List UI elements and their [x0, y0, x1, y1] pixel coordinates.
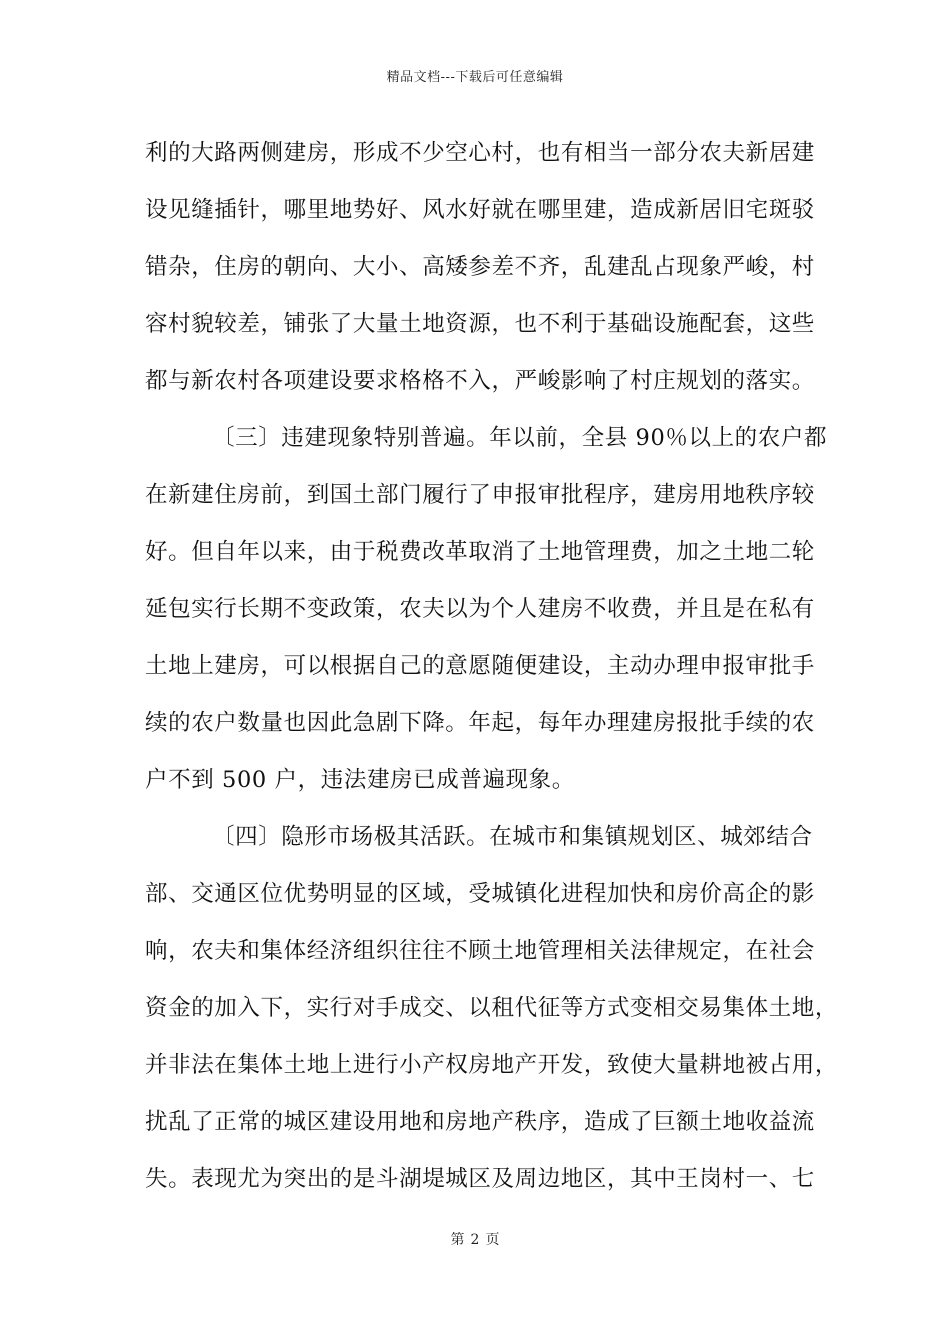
text-line: 并非法在集体土地上进行小产权房地产开发，致使大量耕地被占用， [145, 1052, 839, 1078]
text-line: 在新建住房前，到国土部门履行了申报审批程序，建房用地秩序较 [145, 482, 815, 508]
text-line: 资金的加入下，实行对手成交、以租代征等方式变相交易集体土地， [145, 995, 839, 1021]
text-line: 都与新农村各项建设要求格格不入，严峻影响了村庄规划的落实。 [145, 368, 815, 394]
text-line: 利的大路两侧建房，形成不少空心村，也有相当一部分农夫新居建 [145, 140, 815, 166]
text-line: 设见缝插针，哪里地势好、风水好就在哪里建，造成新居旧宅斑驳 [145, 197, 815, 223]
text-line: 部、交通区位优势明显的区域，受城镇化进程加快和房价高企的影 [145, 881, 815, 907]
text-line: 容村貌较差，铺张了大量土地资源，也不利于基础设施配套，这些 [145, 311, 815, 337]
text-line: 续的农户数量也因此急剧下降。年起，每年办理建房报批手续的农 [145, 710, 815, 736]
paragraph-first-line: 〔三〕违建现象特别普遍。年以前，全县 90％以上的农户都 [212, 425, 828, 451]
text-line: 延包实行长期不变政策，农夫以为个人建房不收费，并且是在私有 [145, 596, 815, 622]
text-line: 响，农夫和集体经济组织往往不顾土地管理相关法律规定，在社会 [145, 938, 815, 964]
text-line: 好。但自年以来，由于税费改革取消了土地管理费，加之土地二轮 [145, 539, 815, 565]
page-footer [0, 1229, 950, 1249]
text-line: 扰乱了正常的城区建设用地和房地产秩序，造成了巨额土地收益流 [145, 1109, 815, 1135]
text-line: 户不到 500 户，违法建房已成普遍现象。 [145, 767, 575, 793]
text-line: 失。表现尤为突出的是斗湖堤城区及周边地区，其中王岗村一、七 [145, 1166, 815, 1192]
page-label-suffix: 页 [485, 1232, 500, 1248]
text-line: 错杂，住房的朝向、大小、高矮参差不齐，乱建乱占现象严峻，村 [145, 254, 815, 280]
paragraph-first-line: 〔四〕隐形市场极其活跃。在城市和集镇规划区、城郊结合 [212, 824, 813, 850]
text-line: 土地上建房，可以根据自己的意愿随便建设，主动办理申报审批手 [145, 653, 815, 679]
page-number: 2 [470, 1232, 480, 1248]
page-header: 精品文档---下载后可任意编辑 [386, 70, 564, 85]
page-label-prefix: 第 [450, 1232, 465, 1248]
